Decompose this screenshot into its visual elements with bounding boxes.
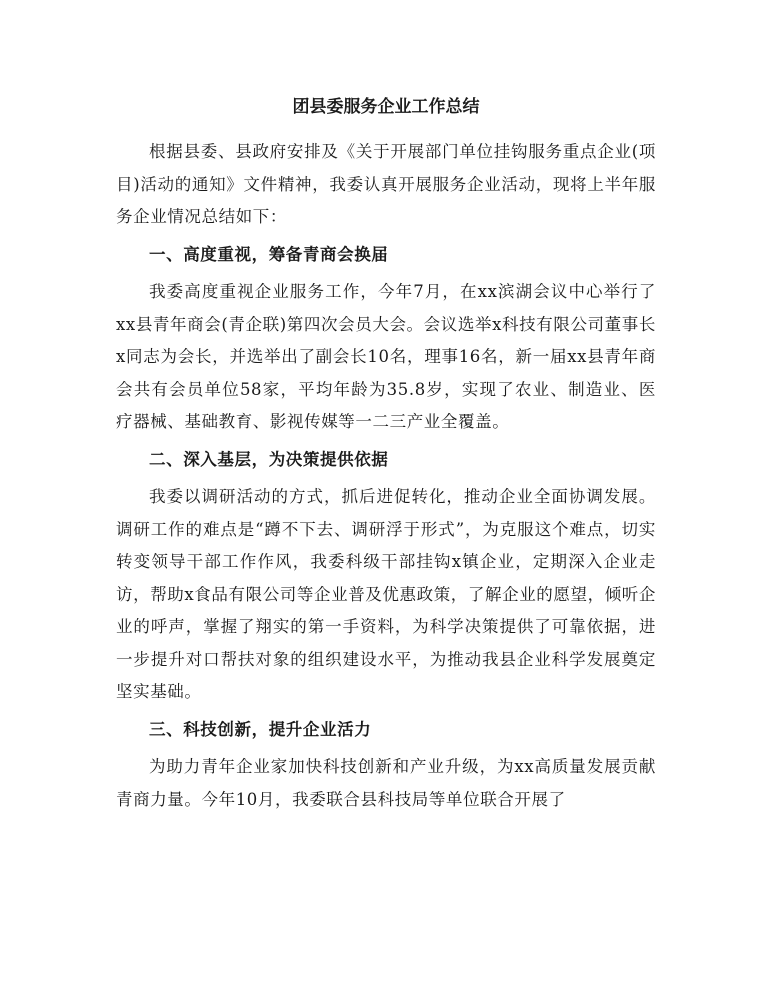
document-title: 团县委服务企业工作总结	[292, 97, 480, 117]
section-1-heading: 一、高度重视，筹备青商会换届	[149, 244, 389, 264]
section-3-heading: 三、科技创新，提升企业活力	[149, 719, 372, 739]
section-1-paragraph: 我委高度重视企业服务工作，今年7月，在xx滨湖会议中心举行了xx县青年商会(青企联)第四次会员大会。会议选举x科技有限公司董事长x同志为会长，并选举出了副会长10名，理事16名，新一届xx县青年商会共有会员单位58家，平均年龄为35.8岁，实现了农业、制造业、医疗器械、基础教育、影视传媒等一二三产业全覆盖。	[116, 282, 656, 431]
intro-paragraph: 根据县委、县政府安排及《关于开展部门单位挂钩服务重点企业(项目)活动的通知》文件精神，我委认真开展服务企业活动，现将上半年服务企业情况总结如下：	[116, 142, 656, 226]
section-2-paragraph: 我委以调研活动的方式，抓后进促转化，推动企业全面协调发展。调研工作的难点是“蹲不下去、调研浮于形式”，为克服这个难点，切实转变领导干部工作作风，我委科级干部挂钩x镇企业，定期深入企业走访，帮助x食品有限公司等企业普及优惠政策，了解企业的愿望，倾听企业的呼声，掌握了翔实的第一手资料，为科学决策提供了可靠依据，进一步提升对口帮扶对象的组织建设水平，为推动我县企业科学发展奠定坚实基础。	[116, 487, 657, 701]
section-2-heading: 二、深入基层，为决策提供依据	[149, 449, 389, 469]
section-3-paragraph: 为助力青年企业家加快科技创新和产业升级，为xx高质量发展贡献青商力量。今年10月，我委联合县科技局等单位联合开展了	[116, 757, 656, 809]
document-body	[116, 92, 656, 816]
